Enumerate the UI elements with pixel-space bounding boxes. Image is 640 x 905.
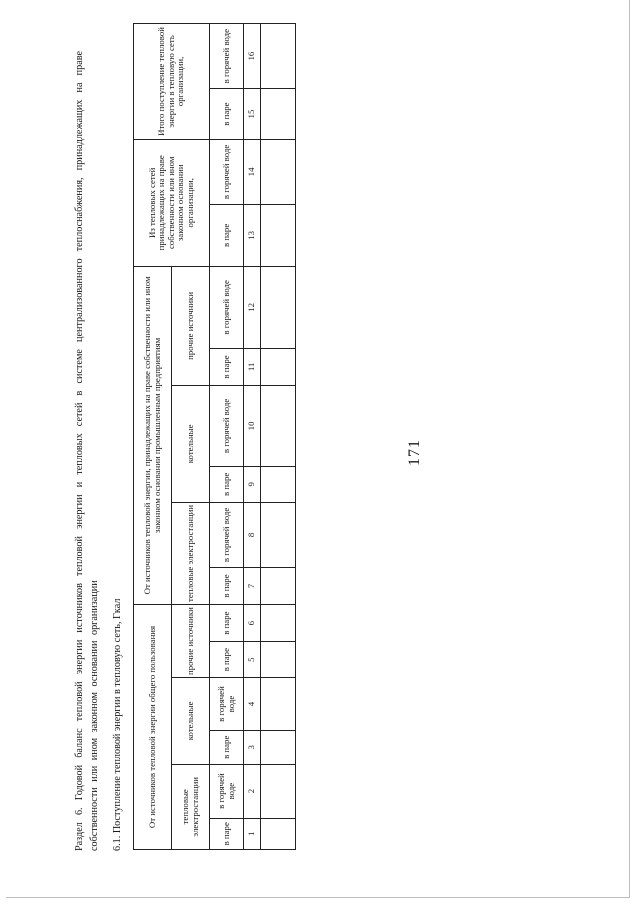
column-number-row [244, 24, 261, 850]
empty-cell [261, 605, 296, 642]
empty-cell [261, 266, 296, 348]
column-number: 1 [244, 818, 261, 849]
header-hot-water: в горячей воде [210, 385, 244, 466]
empty-cell [261, 502, 296, 567]
section-heading: Раздел 6. Годовой баланс тепловой энергии источников тепловой энергии и тепловых сетей в системе централизованного теплоснабжения, принадлежащих на праве собственности или ином законном основании организации [74, 51, 100, 851]
header-common-sources: От источников тепловой энергии общего пользования [134, 605, 172, 850]
header-hot-water: в горячей воде [210, 266, 244, 348]
header-hot-water: в горячей воде [210, 502, 244, 567]
column-number: 8 [244, 502, 261, 567]
header-total-supply: Итого поступление тепловой энергии в тепловую сеть организации, [134, 24, 210, 140]
column-number: 4 [244, 678, 261, 731]
header-industrial-sources: От источников тепловой энергии, принадлежащих на праве собственности или ином законном основании промышленным предприятиям [134, 266, 172, 604]
header-steam: в паре [210, 466, 244, 502]
header-steam: в паре [210, 204, 244, 266]
header-network-sources: Из тепловых сетей принадлежащих на праве собственности или ином законном основании организации, [134, 139, 210, 266]
empty-cell [261, 348, 296, 385]
column-number: 7 [244, 567, 261, 604]
empty-cell [261, 730, 296, 764]
header-common-other: прочие источники [172, 605, 210, 678]
header-hot-water: в горячей воде [210, 24, 244, 89]
column-number: 12 [244, 266, 261, 348]
column-number: 5 [244, 642, 261, 678]
empty-cell [261, 204, 296, 266]
empty-cell [261, 24, 296, 89]
header-common-tes: тепловые электростанции [172, 764, 210, 849]
empty-cell [261, 385, 296, 466]
column-number: 10 [244, 385, 261, 466]
empty-cell [261, 466, 296, 502]
column-number: 14 [244, 139, 261, 204]
header-industrial-boilers: котельные [172, 385, 210, 502]
header-common-boilers: котельные [172, 678, 210, 765]
column-number: 16 [244, 24, 261, 89]
empty-cell [261, 764, 296, 818]
empty-data-row [261, 24, 296, 850]
header-steam: в паре [210, 567, 244, 604]
header-steam: в паре [210, 730, 244, 764]
header-steam: в паре [210, 89, 244, 140]
empty-cell [261, 139, 296, 204]
header-steam: в паре [210, 818, 244, 849]
header-hot-water: в горячей воде [210, 678, 244, 731]
column-number: 9 [244, 466, 261, 502]
header-hot-water: в горячей воде [210, 139, 244, 204]
header-industrial-other: прочие источники [172, 266, 210, 385]
column-number: 15 [244, 89, 261, 140]
empty-cell [261, 678, 296, 731]
column-number: 13 [244, 204, 261, 266]
subsection-heading: 6.1. Поступление тепловой энергии в тепловую сеть, Гкал [112, 598, 123, 851]
column-number: 11 [244, 348, 261, 385]
page-number: 171 [406, 439, 423, 466]
header-industrial-tes: тепловые электростанции [172, 502, 210, 604]
header-steam: в паре [210, 605, 244, 642]
heat-balance-table [133, 23, 296, 850]
empty-cell [261, 89, 296, 140]
header-steam: в паре [210, 642, 244, 678]
column-number: 6 [244, 605, 261, 642]
header-hot-water: в горячей воде [210, 764, 244, 818]
header-steam: в паре [210, 348, 244, 385]
empty-cell [261, 642, 296, 678]
column-number: 2 [244, 764, 261, 818]
empty-cell [261, 818, 296, 849]
column-number: 3 [244, 730, 261, 764]
empty-cell [261, 567, 296, 604]
